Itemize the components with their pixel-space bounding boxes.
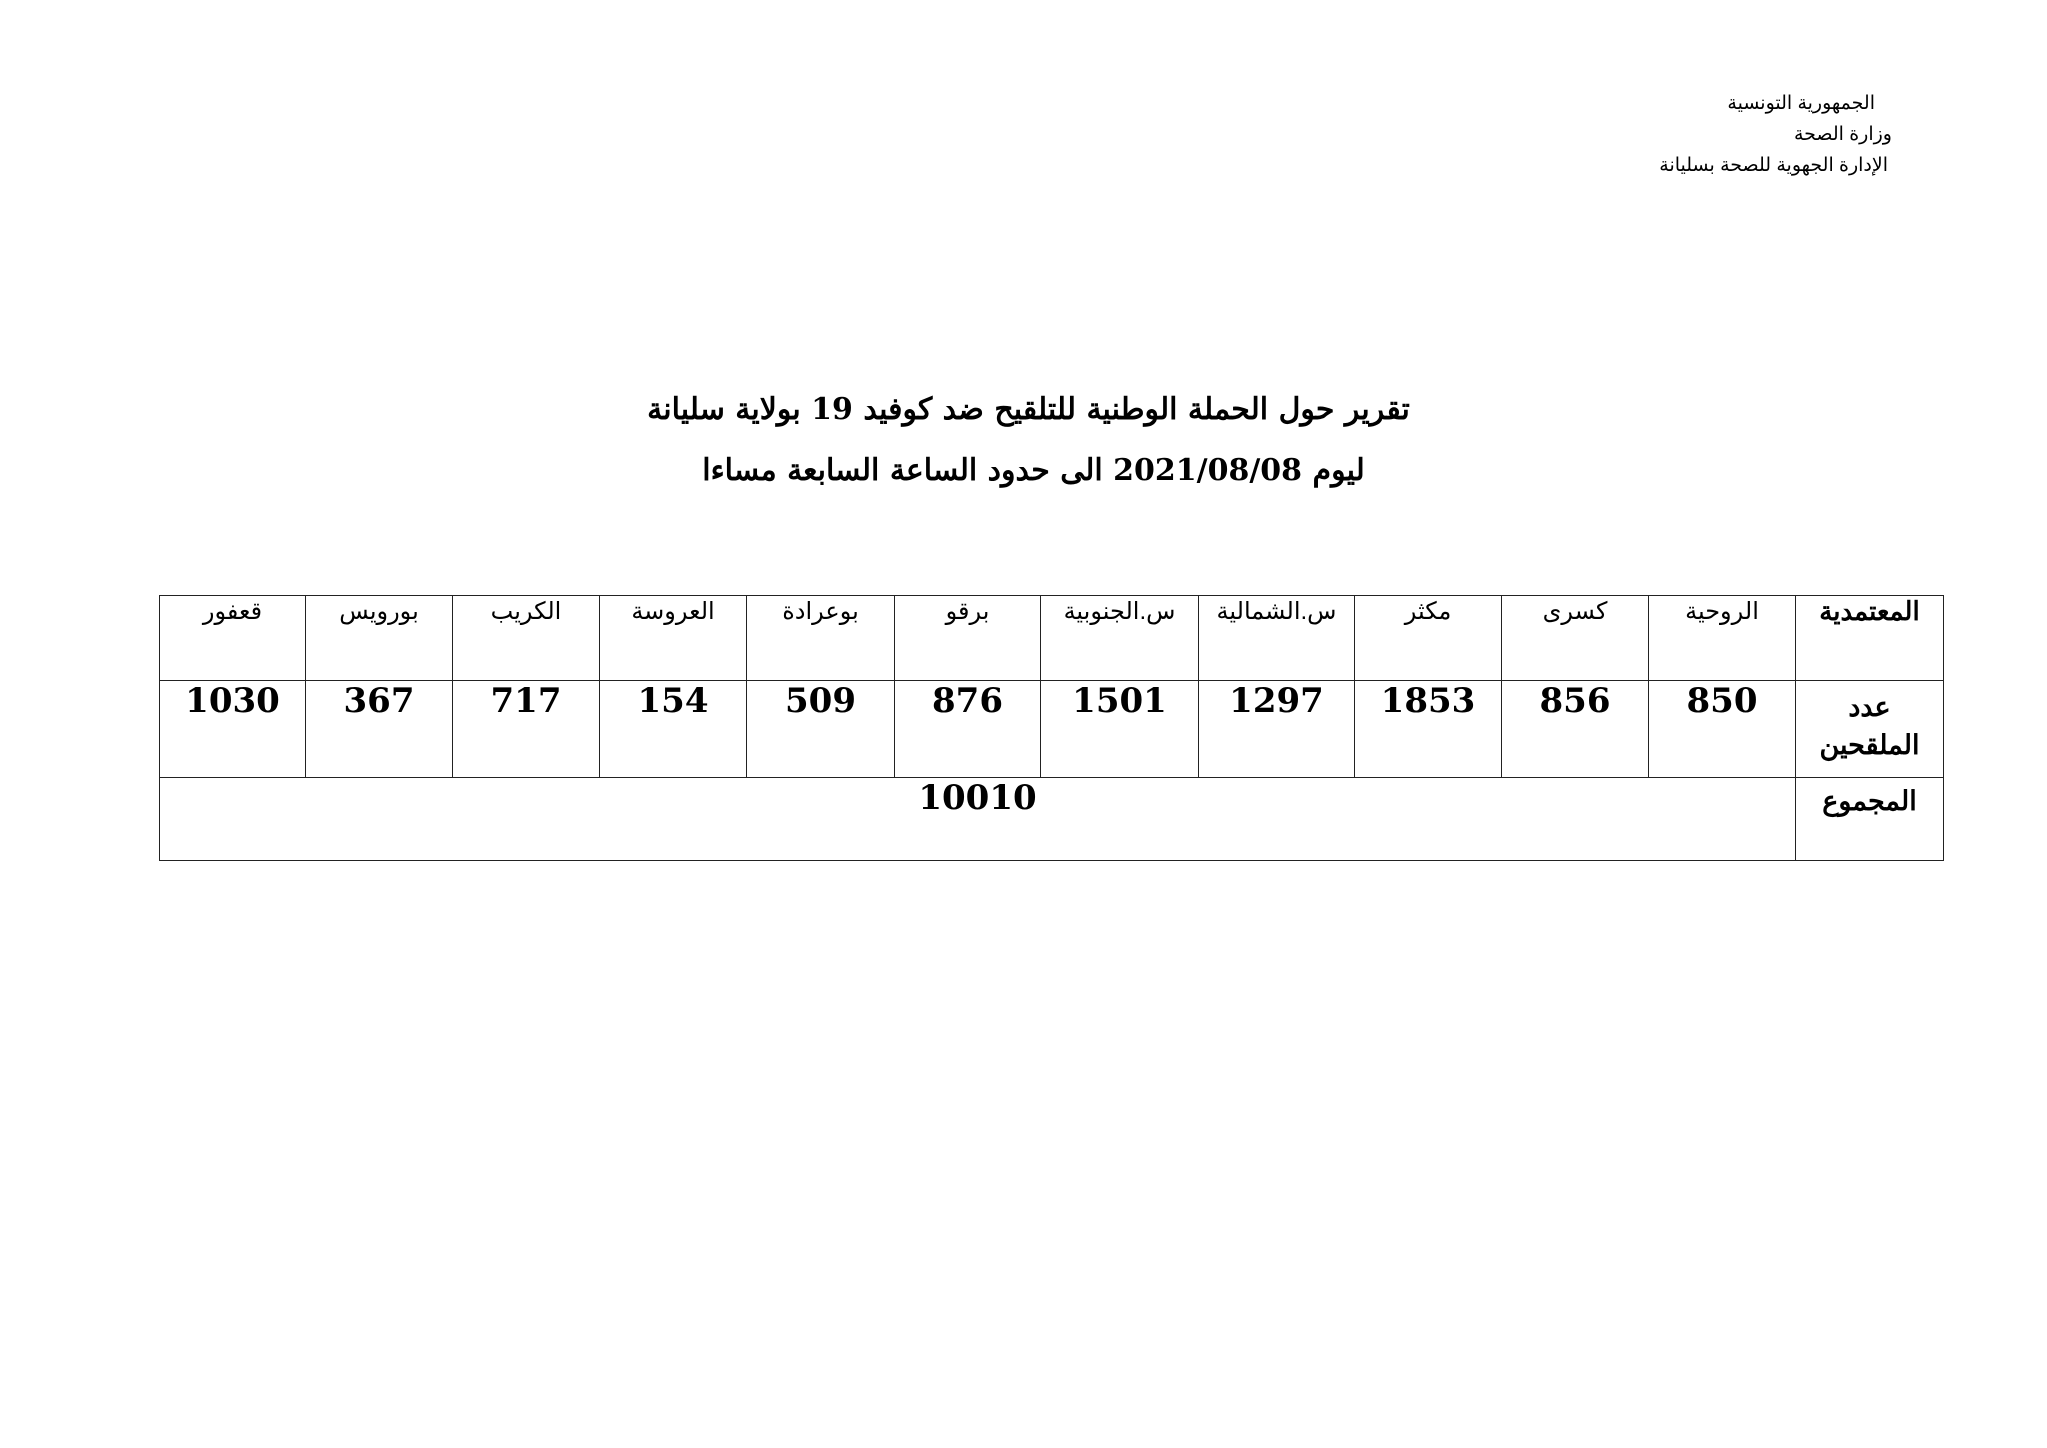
table-cell: 367 xyxy=(306,681,453,778)
column-header: بوعرادة xyxy=(747,596,895,681)
total-row xyxy=(160,778,1944,861)
report-title-line1: تقرير حول الحملة الوطنية للتلقيح ضد كوفيد 19 بولاية سليانة xyxy=(647,392,1410,427)
header-regional-directorate: الإدارة الجهوية للصحة بسليانة xyxy=(1659,155,1888,176)
table-cell: 850 xyxy=(1649,681,1796,778)
header-ministry: وزارة الصحة xyxy=(1793,124,1892,145)
header-country: الجمهورية التونسية xyxy=(1727,93,1875,114)
column-header: مكثر xyxy=(1355,596,1502,681)
table-cell: 1297 xyxy=(1199,681,1355,778)
table-cell: 509 xyxy=(747,681,895,778)
column-header: الروحية xyxy=(1649,596,1796,681)
table-cell: 1501 xyxy=(1041,681,1199,778)
column-header: الكريب xyxy=(453,596,600,681)
total-label: المجموع xyxy=(1796,778,1944,861)
column-header: بورويس xyxy=(306,596,453,681)
column-header: العروسة xyxy=(600,596,747,681)
column-header: قعفور xyxy=(160,596,306,681)
table-cell: 717 xyxy=(453,681,600,778)
total-value: 10010 xyxy=(160,778,1796,861)
table-cell: 876 xyxy=(895,681,1041,778)
ministry-header xyxy=(1659,88,1892,181)
table-cell: 1030 xyxy=(160,681,306,778)
values-row-label: عدد الملقحين xyxy=(1796,681,1944,778)
vaccination-table xyxy=(159,595,1944,861)
column-header: برقو xyxy=(895,596,1041,681)
table-cell: 856 xyxy=(1502,681,1649,778)
report-title xyxy=(0,390,2047,491)
column-header: س.الجنوبية xyxy=(1041,596,1199,681)
vaccinated-count-row xyxy=(160,681,1944,778)
table-cell: 1853 xyxy=(1355,681,1502,778)
column-header: س.الشمالية xyxy=(1199,596,1355,681)
table-cell: 154 xyxy=(600,681,747,778)
table-header-row xyxy=(160,596,1944,681)
column-header: كسرى xyxy=(1502,596,1649,681)
row-header-label: المعتمدية xyxy=(1796,596,1944,681)
report-title-line2: ليوم 2021/08/08 الى حدود الساعة السابعة مساءا xyxy=(702,453,1365,488)
